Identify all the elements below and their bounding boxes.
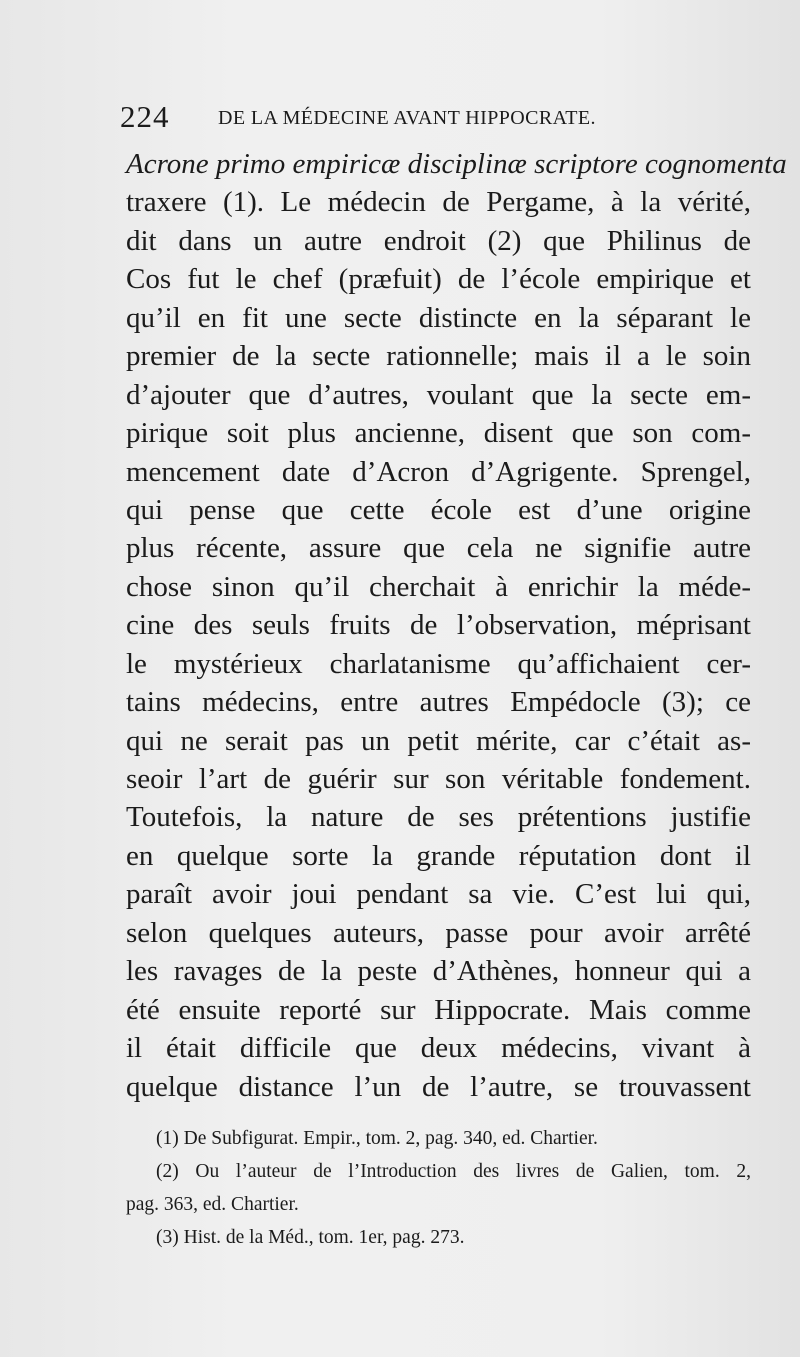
text-line: qu’il en fit une secte distincte en la séparant le (126, 301, 751, 334)
footnote-2-continued: pag. 363, ed. Chartier. (126, 1194, 299, 1215)
running-head: DE LA MÉDECINE AVANT HIPPOCRATE. (218, 107, 596, 129)
text-line: Cos fut le chef (præfuit) de l’école empirique et (126, 263, 751, 296)
text-line: quelque distance l’un de l’autre, se trouvassent (126, 1070, 751, 1103)
text-line: qui pense que cette école est d’une origine (126, 493, 751, 526)
footnote-1: (1) De Subfigurat. Empir., tom. 2, pag. 340, ed. Chartier. (156, 1128, 598, 1149)
body-text (126, 145, 787, 1106)
text-line: mencement date d’Acron d’Agrigente. Sprengel, (126, 455, 751, 488)
text-line: le mystérieux charlatanisme qu’affichaient cer- (126, 647, 751, 680)
text-line: dit dans un autre endroit (2) que Philinus de (126, 224, 751, 257)
text-line: Acrone primo empiricæ disciplinæ scriptore cognomenta (126, 148, 787, 180)
text-line: Toutefois, la nature de ses prétentions justifie (126, 801, 751, 834)
footnote-3: (3) Hist. de la Méd., tom. 1er, pag. 273. (156, 1227, 465, 1248)
text-line: plus récente, assure que cela ne signifie autre (126, 532, 751, 565)
text-line: pirique soit plus ancienne, disent que son com- (126, 417, 751, 450)
text-line: d’ajouter que d’autres, voulant que la secte em- (126, 378, 751, 411)
text-line: il était difficile que deux médecins, vivant à (126, 1032, 751, 1065)
text-line: été ensuite reporté sur Hippocrate. Mais comme (126, 993, 751, 1026)
page-header (120, 98, 760, 138)
footnotes (126, 1122, 751, 1254)
text-line: chose sinon qu’il cherchait à enrichir la méde- (126, 570, 751, 603)
text-line: traxere (1). Le médecin de Pergame, à la vérité, (126, 186, 751, 219)
text-line: cine des seuls fruits de l’observation, méprisant (126, 609, 751, 642)
text-line: tains médecins, entre autres Empédocle (3); ce (126, 686, 751, 719)
text-line: premier de la secte rationnelle; mais il a le soin (126, 340, 751, 373)
text-line: seoir l’art de guérir sur son véritable fondement. (126, 763, 751, 795)
text-line: qui ne serait pas un petit mérite, car c’était as- (126, 724, 751, 757)
text-line: les ravages de la peste d’Athènes, honneur qui a (126, 955, 751, 988)
text-line: en quelque sorte la grande réputation dont il (126, 839, 751, 872)
footnote-2: (2) Ou l’auteur de l’Introduction des livres de Galien, tom. 2, (156, 1161, 751, 1182)
page-number: 224 (120, 99, 170, 134)
text-line: selon quelques auteurs, passe pour avoir arrêté (126, 916, 751, 949)
text-line: paraît avoir joui pendant sa vie. C’est lui qui, (126, 878, 751, 911)
